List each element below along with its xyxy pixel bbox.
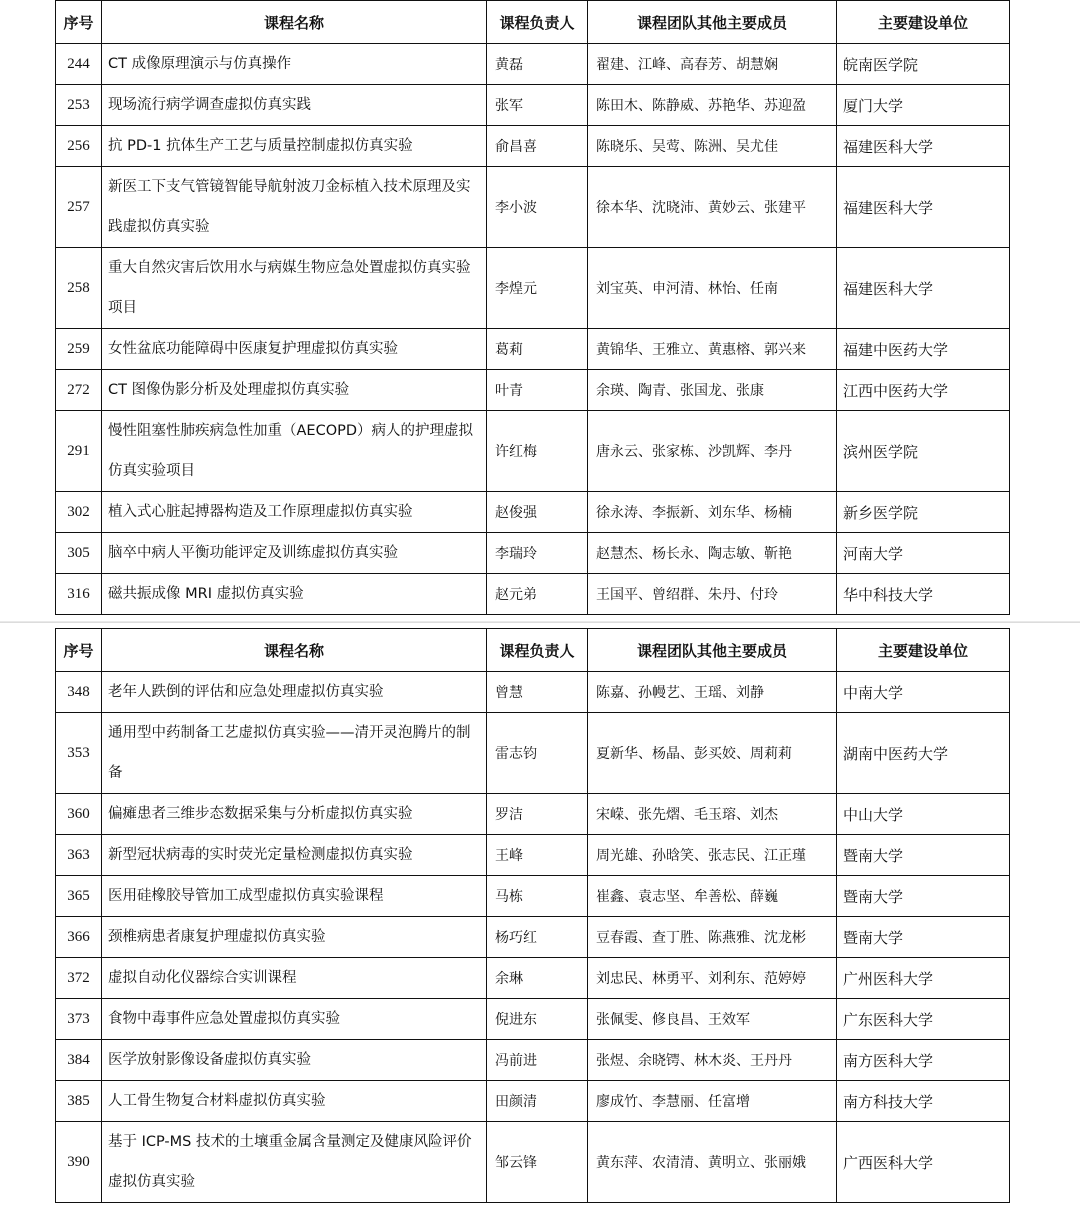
cell-course-name: 通用型中药制备工艺虚拟仿真实验——清开灵泡腾片的制备 bbox=[102, 713, 487, 794]
cell-team: 陈田木、陈静威、苏艳华、苏迎盈 bbox=[588, 85, 837, 126]
table-row bbox=[56, 167, 1010, 248]
cell-team: 刘宝英、申河清、林怡、任南 bbox=[588, 248, 837, 329]
table-row bbox=[56, 248, 1010, 329]
cell-team: 翟建、江峰、高春芳、胡慧娴 bbox=[588, 44, 837, 85]
table-row bbox=[56, 370, 1010, 411]
cell-team: 夏新华、杨晶、彭买姣、周莉莉 bbox=[588, 713, 837, 794]
cell-no: 305 bbox=[56, 533, 102, 574]
cell-no: 272 bbox=[56, 370, 102, 411]
cell-team: 刘忠民、林勇平、刘利东、范婷婷 bbox=[588, 958, 837, 999]
cell-unit: 广东医科大学 bbox=[837, 999, 1010, 1040]
cell-course-name: 偏瘫患者三维步态数据采集与分析虚拟仿真实验 bbox=[102, 794, 487, 835]
cell-no: 366 bbox=[56, 917, 102, 958]
table-row bbox=[56, 44, 1010, 85]
cell-leader: 赵元弟 bbox=[487, 574, 588, 615]
cell-course-name: 脑卒中病人平衡功能评定及训练虚拟仿真实验 bbox=[102, 533, 487, 574]
table-row bbox=[56, 1040, 1010, 1081]
cell-team: 豆春霞、查丁胜、陈燕雅、沈龙彬 bbox=[588, 917, 837, 958]
table-row bbox=[56, 713, 1010, 794]
cell-no: 360 bbox=[56, 794, 102, 835]
cell-leader: 赵俊强 bbox=[487, 492, 588, 533]
table-row bbox=[56, 917, 1010, 958]
document-page-2 bbox=[0, 623, 1080, 1205]
cell-unit: 华中科技大学 bbox=[837, 574, 1010, 615]
cell-course-name: 女性盆底功能障碍中医康复护理虚拟仿真实验 bbox=[102, 329, 487, 370]
cell-team: 黄锦华、王雅立、黄惠榕、郭兴来 bbox=[588, 329, 837, 370]
course-table-page-2 bbox=[55, 628, 1010, 1203]
cell-no: 253 bbox=[56, 85, 102, 126]
cell-team: 唐永云、张家栋、沙凯辉、李丹 bbox=[588, 411, 837, 492]
cell-no: 373 bbox=[56, 999, 102, 1040]
cell-leader: 倪进东 bbox=[487, 999, 588, 1040]
cell-no: 302 bbox=[56, 492, 102, 533]
cell-leader: 李瑞玲 bbox=[487, 533, 588, 574]
cell-leader: 张军 bbox=[487, 85, 588, 126]
cell-leader: 余琳 bbox=[487, 958, 588, 999]
cell-course-name: 虚拟自动化仪器综合实训课程 bbox=[102, 958, 487, 999]
cell-leader: 田颜清 bbox=[487, 1081, 588, 1122]
cell-course-name: 新型冠状病毒的实时荧光定量检测虚拟仿真实验 bbox=[102, 835, 487, 876]
cell-unit: 中山大学 bbox=[837, 794, 1010, 835]
header-leader: 课程负责人 bbox=[487, 1, 588, 44]
cell-unit: 江西中医药大学 bbox=[837, 370, 1010, 411]
table-row bbox=[56, 533, 1010, 574]
cell-team: 张佩雯、修良昌、王效军 bbox=[588, 999, 837, 1040]
cell-team: 张煜、余晓锷、林木炎、王丹丹 bbox=[588, 1040, 837, 1081]
cell-team: 黄东萍、农清清、黄明立、张丽娥 bbox=[588, 1122, 837, 1203]
cell-course-name: CT 图像伪影分析及处理虚拟仿真实验 bbox=[102, 370, 487, 411]
table-row bbox=[56, 411, 1010, 492]
cell-unit: 福建医科大学 bbox=[837, 248, 1010, 329]
cell-course-name: 基于 ICP-MS 技术的土壤重金属含量测定及健康风险评价虚拟仿真实验 bbox=[102, 1122, 487, 1203]
cell-no: 259 bbox=[56, 329, 102, 370]
cell-leader: 马栋 bbox=[487, 876, 588, 917]
cell-leader: 俞昌喜 bbox=[487, 126, 588, 167]
header-leader: 课程负责人 bbox=[487, 629, 588, 672]
cell-course-name: CT 成像原理演示与仿真操作 bbox=[102, 44, 487, 85]
table-row bbox=[56, 835, 1010, 876]
table-row bbox=[56, 492, 1010, 533]
cell-unit: 广州医科大学 bbox=[837, 958, 1010, 999]
cell-no: 385 bbox=[56, 1081, 102, 1122]
header-no: 序号 bbox=[56, 1, 102, 44]
cell-course-name: 医用硅橡胶导管加工成型虚拟仿真实验课程 bbox=[102, 876, 487, 917]
cell-no: 291 bbox=[56, 411, 102, 492]
cell-no: 258 bbox=[56, 248, 102, 329]
table-row bbox=[56, 329, 1010, 370]
cell-unit: 暨南大学 bbox=[837, 917, 1010, 958]
table-row bbox=[56, 999, 1010, 1040]
cell-unit: 南方医科大学 bbox=[837, 1040, 1010, 1081]
cell-unit: 南方科技大学 bbox=[837, 1081, 1010, 1122]
header-course-name: 课程名称 bbox=[102, 1, 487, 44]
cell-leader: 杨巧红 bbox=[487, 917, 588, 958]
cell-unit: 福建医科大学 bbox=[837, 126, 1010, 167]
cell-team: 周光雄、孙晗笑、张志民、江正瑾 bbox=[588, 835, 837, 876]
table-body-page-2 bbox=[56, 672, 1010, 1203]
cell-unit: 暨南大学 bbox=[837, 835, 1010, 876]
cell-team: 余瑛、陶青、张国龙、张康 bbox=[588, 370, 837, 411]
cell-no: 244 bbox=[56, 44, 102, 85]
table-row bbox=[56, 574, 1010, 615]
cell-no: 363 bbox=[56, 835, 102, 876]
cell-leader: 李煌元 bbox=[487, 248, 588, 329]
cell-no: 348 bbox=[56, 672, 102, 713]
cell-team: 徐本华、沈晓沛、黄妙云、张建平 bbox=[588, 167, 837, 248]
table-row bbox=[56, 1081, 1010, 1122]
cell-team: 王国平、曾绍群、朱丹、付玲 bbox=[588, 574, 837, 615]
cell-unit: 滨州医学院 bbox=[837, 411, 1010, 492]
cell-no: 257 bbox=[56, 167, 102, 248]
cell-course-name: 重大自然灾害后饮用水与病媒生物应急处置虚拟仿真实验项目 bbox=[102, 248, 487, 329]
cell-leader: 李小波 bbox=[487, 167, 588, 248]
cell-leader: 邹云锋 bbox=[487, 1122, 588, 1203]
course-table-page-1 bbox=[55, 0, 1010, 615]
cell-no: 256 bbox=[56, 126, 102, 167]
header-course-name: 课程名称 bbox=[102, 629, 487, 672]
cell-no: 372 bbox=[56, 958, 102, 999]
cell-team: 赵慧杰、杨长永、陶志敏、靳艳 bbox=[588, 533, 837, 574]
cell-team: 陈晓乐、吴莺、陈洲、吴尤佳 bbox=[588, 126, 837, 167]
table-row bbox=[56, 876, 1010, 917]
cell-course-name: 医学放射影像设备虚拟仿真实验 bbox=[102, 1040, 487, 1081]
cell-leader: 葛莉 bbox=[487, 329, 588, 370]
cell-unit: 广西医科大学 bbox=[837, 1122, 1010, 1203]
header-unit: 主要建设单位 bbox=[837, 1, 1010, 44]
cell-leader: 王峰 bbox=[487, 835, 588, 876]
cell-no: 316 bbox=[56, 574, 102, 615]
cell-no: 365 bbox=[56, 876, 102, 917]
table-row bbox=[56, 958, 1010, 999]
cell-team: 宋嵘、张先熠、毛玉瑢、刘杰 bbox=[588, 794, 837, 835]
cell-leader: 叶青 bbox=[487, 370, 588, 411]
cell-course-name: 颈椎病患者康复护理虚拟仿真实验 bbox=[102, 917, 487, 958]
cell-unit: 皖南医学院 bbox=[837, 44, 1010, 85]
cell-course-name: 植入式心脏起搏器构造及工作原理虚拟仿真实验 bbox=[102, 492, 487, 533]
cell-leader: 冯前进 bbox=[487, 1040, 588, 1081]
cell-unit: 福建中医药大学 bbox=[837, 329, 1010, 370]
cell-course-name: 现场流行病学调查虚拟仿真实践 bbox=[102, 85, 487, 126]
cell-course-name: 老年人跌倒的评估和应急处理虚拟仿真实验 bbox=[102, 672, 487, 713]
header-no: 序号 bbox=[56, 629, 102, 672]
table-row bbox=[56, 1122, 1010, 1203]
cell-no: 353 bbox=[56, 713, 102, 794]
cell-unit: 福建医科大学 bbox=[837, 167, 1010, 248]
cell-team: 徐永涛、李振新、刘东华、杨楠 bbox=[588, 492, 837, 533]
cell-team: 陈嘉、孙幔艺、王瑶、刘静 bbox=[588, 672, 837, 713]
header-unit: 主要建设单位 bbox=[837, 629, 1010, 672]
cell-unit: 暨南大学 bbox=[837, 876, 1010, 917]
cell-course-name: 食物中毒事件应急处置虚拟仿真实验 bbox=[102, 999, 487, 1040]
header-team: 课程团队其他主要成员 bbox=[588, 1, 837, 44]
cell-unit: 中南大学 bbox=[837, 672, 1010, 713]
table-row bbox=[56, 672, 1010, 713]
table-row bbox=[56, 85, 1010, 126]
cell-course-name: 慢性阻塞性肺疾病急性加重（AECOPD）病人的护理虚拟仿真实验项目 bbox=[102, 411, 487, 492]
cell-leader: 曾慧 bbox=[487, 672, 588, 713]
table-header-row bbox=[56, 1, 1010, 44]
cell-team: 廖成竹、李慧丽、任富增 bbox=[588, 1081, 837, 1122]
cell-leader: 黄磊 bbox=[487, 44, 588, 85]
table-row bbox=[56, 126, 1010, 167]
table-body-page-1 bbox=[56, 44, 1010, 615]
table-header-row bbox=[56, 629, 1010, 672]
cell-course-name: 新医工下支气管镜智能导航射波刀金标植入技术原理及实践虚拟仿真实验 bbox=[102, 167, 487, 248]
cell-leader: 雷志钧 bbox=[487, 713, 588, 794]
table-row bbox=[56, 794, 1010, 835]
header-team: 课程团队其他主要成员 bbox=[588, 629, 837, 672]
cell-unit: 河南大学 bbox=[837, 533, 1010, 574]
cell-leader: 罗洁 bbox=[487, 794, 588, 835]
cell-unit: 新乡医学院 bbox=[837, 492, 1010, 533]
cell-team: 崔鑫、袁志坚、牟善松、薛巍 bbox=[588, 876, 837, 917]
cell-unit: 厦门大学 bbox=[837, 85, 1010, 126]
cell-course-name: 抗 PD-1 抗体生产工艺与质量控制虚拟仿真实验 bbox=[102, 126, 487, 167]
cell-course-name: 人工骨生物复合材料虚拟仿真实验 bbox=[102, 1081, 487, 1122]
cell-no: 384 bbox=[56, 1040, 102, 1081]
cell-no: 390 bbox=[56, 1122, 102, 1203]
cell-course-name: 磁共振成像 MRI 虚拟仿真实验 bbox=[102, 574, 487, 615]
cell-leader: 许红梅 bbox=[487, 411, 588, 492]
cell-unit: 湖南中医药大学 bbox=[837, 713, 1010, 794]
